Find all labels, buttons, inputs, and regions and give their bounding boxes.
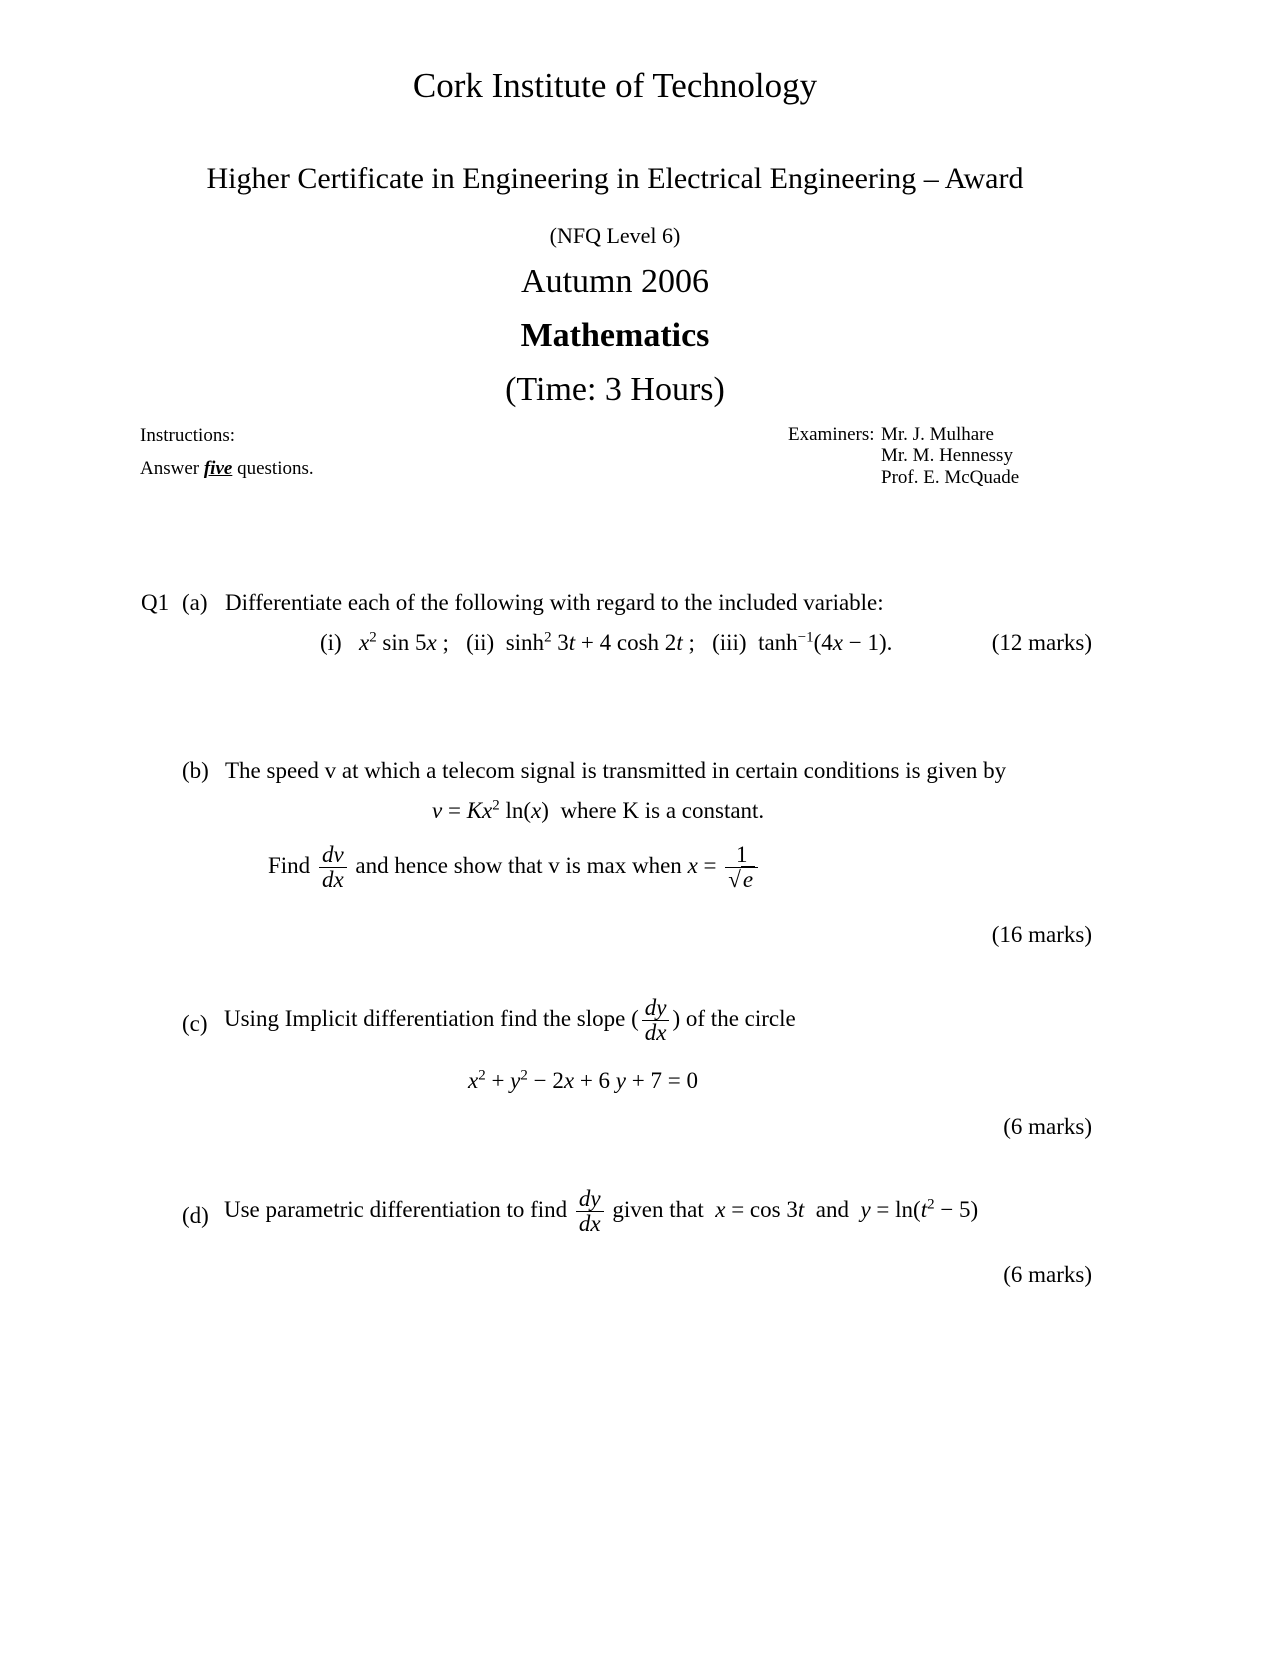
part-d-text-line: Use parametric differentiation to find $\frac{dy}{dx}$ given that x = cos 3t and $y = \ln(t^2 - 5)$	[224, 1186, 979, 1237]
part-a-label: (a)	[182, 590, 208, 615]
part-c-text: Using Implicit differentiation find the slope (	[224, 1005, 639, 1031]
part-c-marks: (6 marks)	[1003, 1114, 1092, 1139]
part-c-text-post: ) of the circle	[672, 1005, 796, 1031]
instructions-label: Instructions:	[140, 425, 235, 446]
part-d-marks: (6 marks)	[1003, 1262, 1092, 1287]
part-b-find-line: Find $\frac{dv}{dx}$ and hence show that v is max when x = $\frac{1}{√e}$	[268, 843, 761, 892]
part-a-text: Differentiate each of the following with regard to the included variable:	[225, 590, 884, 615]
part-b-label: (b)	[182, 758, 209, 783]
exam-duration: (Time: 3 Hours)	[505, 371, 725, 408]
derivative-dy-dx: $\frac{dy}{dx}$	[642, 996, 670, 1045]
part-d-given: given that	[612, 1196, 704, 1222]
answer-pre: Answer	[140, 458, 200, 479]
examiner-name: Prof. E. McQuade	[881, 467, 1020, 488]
answer-count: five	[203, 458, 233, 479]
one-over-root-e: $\frac{1}{√e}$	[725, 843, 758, 892]
subject-title: Mathematics	[520, 317, 710, 354]
examiner-name: Mr. J. Mulhare	[881, 424, 994, 445]
speed-formula: $v = Kx^2$ ln(x) where K is a constant.	[432, 797, 765, 823]
part-d-and: and	[815, 1196, 849, 1222]
part-d-text: Use parametric differentiation to find	[224, 1196, 568, 1222]
part-b-hence: and hence show that v is max when	[355, 852, 682, 878]
examiners-label: Examiners:	[788, 424, 875, 445]
part-a-expressions: (i) $x^2$ sin 5x ; (ii) $\sinh^2 3t + 4$ cosh 2t ; (iii) $\tanh^{-1}(4x - 1)$.	[320, 629, 893, 655]
answer-post: questions.	[237, 458, 314, 479]
exam-session: Autumn 2006	[521, 263, 709, 300]
nfq-level: (NFQ Level 6)	[549, 223, 681, 248]
part-c-text-line	[224, 996, 796, 1045]
derivative-dv-dx: $\frac{dv}{dx}$	[319, 843, 347, 892]
circle-equation: $x^2 + y^2 - 2x + 6$ y + 7 = 0	[468, 1067, 698, 1093]
institution-title: Cork Institute of Technology	[412, 66, 818, 105]
part-b-text: The speed v at which a telecom signal is transmitted in certain conditions is given by	[225, 758, 1007, 783]
part-b-marks: (16 marks)	[991, 922, 1092, 947]
part-a-marks: (12 marks)	[991, 630, 1092, 655]
part-d-label: (d)	[182, 1203, 209, 1228]
part-b-where: where K is a constant.	[560, 798, 765, 823]
question-number: Q1	[141, 590, 170, 615]
course-title: Higher Certificate in Engineering in Electrical Engineering – Award	[206, 162, 1024, 195]
examiner-name: Mr. M. Hennessy	[881, 445, 1013, 466]
answer-instruction	[140, 458, 314, 480]
part-c-label: (c)	[182, 1011, 208, 1036]
derivative-dy-dx-d: $\frac{dy}{dx}$	[576, 1187, 604, 1236]
part-b-find: Find	[268, 852, 311, 878]
